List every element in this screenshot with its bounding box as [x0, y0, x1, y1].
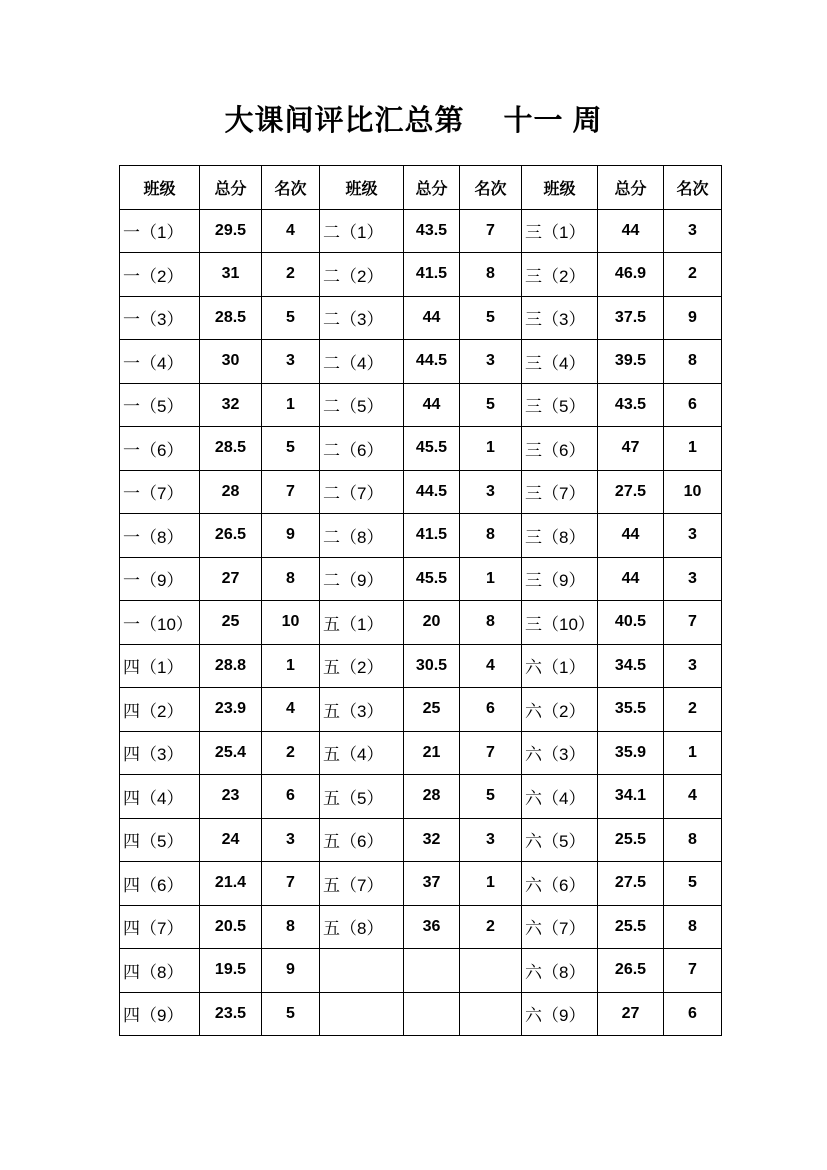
class-cell: 四（5）	[120, 818, 200, 862]
score-cell: 43.5	[598, 383, 664, 427]
column-header: 班级	[120, 166, 200, 210]
rank-cell: 5	[460, 775, 522, 819]
table-row	[120, 644, 722, 688]
rank-cell: 7	[262, 470, 320, 514]
rank-cell: 7	[262, 862, 320, 906]
rank-cell: 5	[664, 862, 722, 906]
table-row	[120, 992, 722, 1036]
score-table	[119, 165, 722, 1036]
class-cell: 一（10）	[120, 601, 200, 645]
score-cell: 37	[404, 862, 460, 906]
score-cell: 25	[200, 601, 262, 645]
rank-cell: 5	[460, 296, 522, 340]
score-cell	[404, 949, 460, 993]
rank-cell: 4	[460, 644, 522, 688]
class-cell: 二（2）	[320, 253, 404, 297]
column-header: 班级	[522, 166, 598, 210]
rank-cell: 2	[664, 688, 722, 732]
rank-cell: 9	[664, 296, 722, 340]
score-cell: 43.5	[404, 209, 460, 253]
score-cell: 35.5	[598, 688, 664, 732]
rank-cell: 10	[262, 601, 320, 645]
score-cell: 44.5	[404, 470, 460, 514]
score-cell: 34.5	[598, 644, 664, 688]
class-cell: 三（3）	[522, 296, 598, 340]
class-cell: 四（4）	[120, 775, 200, 819]
class-cell: 五（5）	[320, 775, 404, 819]
class-cell: 二（1）	[320, 209, 404, 253]
score-cell: 30	[200, 340, 262, 384]
table-row	[120, 731, 722, 775]
score-cell: 30.5	[404, 644, 460, 688]
column-header: 名次	[664, 166, 722, 210]
class-cell: 一（5）	[120, 383, 200, 427]
score-cell: 47	[598, 427, 664, 471]
rank-cell: 8	[460, 601, 522, 645]
rank-cell: 8	[664, 340, 722, 384]
score-cell: 24	[200, 818, 262, 862]
class-cell: 三（2）	[522, 253, 598, 297]
score-cell: 23.9	[200, 688, 262, 732]
rank-cell: 3	[664, 644, 722, 688]
score-cell: 34.1	[598, 775, 664, 819]
class-cell: 一（1）	[120, 209, 200, 253]
column-header: 总分	[598, 166, 664, 210]
class-cell: 四（9）	[120, 992, 200, 1036]
table-row	[120, 601, 722, 645]
class-cell: 三（9）	[522, 557, 598, 601]
score-cell: 27	[598, 992, 664, 1036]
rank-cell: 5	[262, 992, 320, 1036]
rank-cell: 7	[664, 949, 722, 993]
rank-cell: 8	[664, 818, 722, 862]
class-cell: 一（2）	[120, 253, 200, 297]
rank-cell: 5	[262, 427, 320, 471]
rank-cell: 3	[664, 209, 722, 253]
score-cell: 28.8	[200, 644, 262, 688]
score-cell: 26.5	[200, 514, 262, 558]
score-cell: 21	[404, 731, 460, 775]
score-cell	[404, 992, 460, 1036]
column-header: 总分	[200, 166, 262, 210]
rank-cell: 7	[460, 731, 522, 775]
rank-cell: 2	[262, 253, 320, 297]
table-row	[120, 340, 722, 384]
rank-cell: 8	[460, 514, 522, 558]
score-cell: 32	[404, 818, 460, 862]
class-cell	[320, 949, 404, 993]
class-cell: 四（2）	[120, 688, 200, 732]
score-cell: 19.5	[200, 949, 262, 993]
score-cell: 44	[404, 383, 460, 427]
class-cell: 一（8）	[120, 514, 200, 558]
score-cell: 20.5	[200, 905, 262, 949]
class-cell: 三（4）	[522, 340, 598, 384]
rank-cell: 7	[460, 209, 522, 253]
rank-cell: 6	[460, 688, 522, 732]
class-cell: 五（4）	[320, 731, 404, 775]
rank-cell: 3	[664, 557, 722, 601]
score-cell: 44.5	[404, 340, 460, 384]
rank-cell: 2	[664, 253, 722, 297]
class-cell: 三（7）	[522, 470, 598, 514]
class-cell: 二（3）	[320, 296, 404, 340]
score-cell: 23	[200, 775, 262, 819]
rank-cell: 1	[664, 427, 722, 471]
column-header: 名次	[460, 166, 522, 210]
rank-cell: 3	[460, 470, 522, 514]
class-cell: 三（5）	[522, 383, 598, 427]
score-cell: 29.5	[200, 209, 262, 253]
class-cell: 四（1）	[120, 644, 200, 688]
class-cell: 四（8）	[120, 949, 200, 993]
rank-cell: 9	[262, 949, 320, 993]
class-cell: 三（6）	[522, 427, 598, 471]
rank-cell: 1	[460, 557, 522, 601]
class-cell: 五（7）	[320, 862, 404, 906]
rank-cell: 4	[262, 688, 320, 732]
rank-cell: 8	[262, 905, 320, 949]
column-header: 班级	[320, 166, 404, 210]
class-cell: 二（9）	[320, 557, 404, 601]
score-cell: 27.5	[598, 470, 664, 514]
class-cell: 五（8）	[320, 905, 404, 949]
table-row	[120, 296, 722, 340]
rank-cell: 3	[460, 818, 522, 862]
table-row	[120, 557, 722, 601]
score-cell: 41.5	[404, 253, 460, 297]
rank-cell: 10	[664, 470, 722, 514]
score-cell: 44	[598, 557, 664, 601]
table-row	[120, 427, 722, 471]
page-title: 大课间评比汇总第 十一 周	[224, 105, 603, 137]
rank-cell: 5	[262, 296, 320, 340]
score-cell: 28	[404, 775, 460, 819]
rank-cell: 3	[460, 340, 522, 384]
header-row	[120, 166, 722, 210]
class-cell: 五（6）	[320, 818, 404, 862]
class-cell: 六（8）	[522, 949, 598, 993]
rank-cell: 5	[460, 383, 522, 427]
class-cell: 六（1）	[522, 644, 598, 688]
rank-cell: 4	[664, 775, 722, 819]
class-cell: 二（7）	[320, 470, 404, 514]
table-row	[120, 514, 722, 558]
rank-cell: 1	[460, 862, 522, 906]
score-cell: 25.4	[200, 731, 262, 775]
class-cell: 一（9）	[120, 557, 200, 601]
score-cell: 20	[404, 601, 460, 645]
score-cell: 28	[200, 470, 262, 514]
score-cell: 40.5	[598, 601, 664, 645]
score-cell: 28.5	[200, 427, 262, 471]
rank-cell: 3	[262, 340, 320, 384]
column-header: 总分	[404, 166, 460, 210]
score-cell: 44	[598, 209, 664, 253]
class-cell: 一（3）	[120, 296, 200, 340]
rank-cell: 1	[262, 383, 320, 427]
rank-cell: 8	[460, 253, 522, 297]
table-row	[120, 775, 722, 819]
rank-cell: 6	[664, 383, 722, 427]
class-cell: 二（5）	[320, 383, 404, 427]
rank-cell: 1	[460, 427, 522, 471]
table-row	[120, 949, 722, 993]
score-cell: 31	[200, 253, 262, 297]
table-row	[120, 383, 722, 427]
score-cell: 23.5	[200, 992, 262, 1036]
class-cell: 四（3）	[120, 731, 200, 775]
class-cell: 六（6）	[522, 862, 598, 906]
rank-cell: 7	[664, 601, 722, 645]
score-cell: 28.5	[200, 296, 262, 340]
class-cell: 二（4）	[320, 340, 404, 384]
table-header	[120, 166, 722, 210]
table-row	[120, 862, 722, 906]
rank-cell: 6	[664, 992, 722, 1036]
class-cell: 六（4）	[522, 775, 598, 819]
class-cell: 四（6）	[120, 862, 200, 906]
column-header: 名次	[262, 166, 320, 210]
rank-cell: 3	[262, 818, 320, 862]
rank-cell: 1	[262, 644, 320, 688]
class-cell: 三（8）	[522, 514, 598, 558]
score-cell: 44	[404, 296, 460, 340]
score-cell: 45.5	[404, 427, 460, 471]
class-cell: 三（10）	[522, 601, 598, 645]
class-cell: 五（1）	[320, 601, 404, 645]
table-row	[120, 905, 722, 949]
score-cell: 41.5	[404, 514, 460, 558]
class-cell: 五（2）	[320, 644, 404, 688]
class-cell: 六（7）	[522, 905, 598, 949]
table-row	[120, 253, 722, 297]
score-cell: 46.9	[598, 253, 664, 297]
rank-cell	[460, 992, 522, 1036]
class-cell: 三（1）	[522, 209, 598, 253]
score-cell: 25	[404, 688, 460, 732]
class-cell: 一（6）	[120, 427, 200, 471]
rank-cell: 3	[664, 514, 722, 558]
rank-cell: 2	[262, 731, 320, 775]
score-cell: 32	[200, 383, 262, 427]
score-cell: 25.5	[598, 905, 664, 949]
class-cell: 一（4）	[120, 340, 200, 384]
table-row	[120, 470, 722, 514]
rank-cell: 2	[460, 905, 522, 949]
table-row	[120, 688, 722, 732]
score-cell: 35.9	[598, 731, 664, 775]
class-cell: 六（5）	[522, 818, 598, 862]
class-cell: 六（2）	[522, 688, 598, 732]
class-cell: 一（7）	[120, 470, 200, 514]
class-cell: 四（7）	[120, 905, 200, 949]
class-cell: 五（3）	[320, 688, 404, 732]
table-row	[120, 818, 722, 862]
score-cell: 37.5	[598, 296, 664, 340]
rank-cell: 4	[262, 209, 320, 253]
table-body	[120, 209, 722, 1036]
rank-cell: 8	[664, 905, 722, 949]
class-cell: 六（3）	[522, 731, 598, 775]
score-cell: 39.5	[598, 340, 664, 384]
class-cell: 六（9）	[522, 992, 598, 1036]
rank-cell: 1	[664, 731, 722, 775]
score-cell: 44	[598, 514, 664, 558]
class-cell: 二（6）	[320, 427, 404, 471]
score-cell: 45.5	[404, 557, 460, 601]
score-cell: 27.5	[598, 862, 664, 906]
rank-cell: 9	[262, 514, 320, 558]
score-cell: 21.4	[200, 862, 262, 906]
score-cell: 26.5	[598, 949, 664, 993]
class-cell: 二（8）	[320, 514, 404, 558]
rank-cell: 6	[262, 775, 320, 819]
rank-cell: 8	[262, 557, 320, 601]
score-cell: 25.5	[598, 818, 664, 862]
class-cell	[320, 992, 404, 1036]
score-cell: 27	[200, 557, 262, 601]
score-cell: 36	[404, 905, 460, 949]
rank-cell	[460, 949, 522, 993]
table-row	[120, 209, 722, 253]
